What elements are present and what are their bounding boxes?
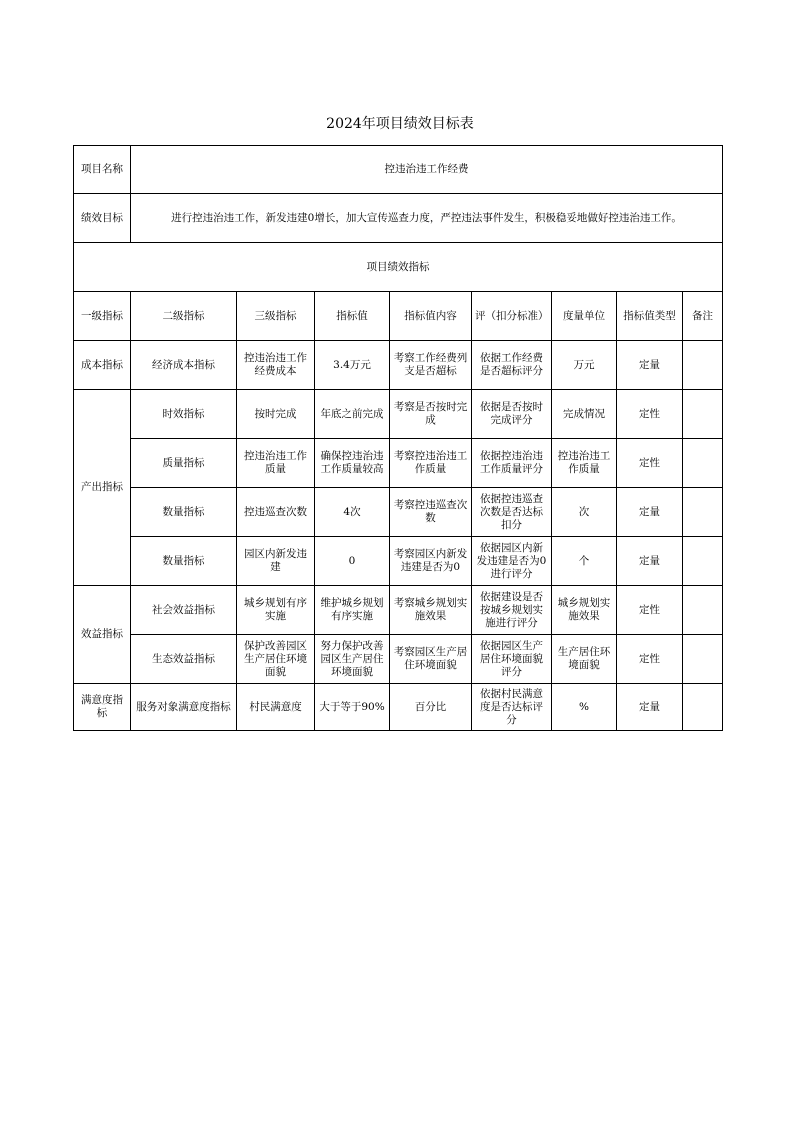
level2-cell: 数量指标	[131, 488, 237, 537]
note-cell	[683, 439, 723, 488]
section-title: 项目绩效指标	[74, 243, 723, 292]
value-cell: 维护城乡规划有序实施	[315, 586, 390, 635]
header-cell: 三级指标	[237, 292, 315, 341]
content-cell: 考察是否按时完成	[390, 390, 472, 439]
type-cell: 定量	[617, 684, 683, 731]
level2-cell: 数量指标	[131, 537, 237, 586]
performance-goal-value: 进行控违治违工作，新发违建0增长，加大宣传巡查力度，严控违法事件发生，积极稳妥地做好控违治违工作。	[131, 194, 723, 243]
value-cell: 0	[315, 537, 390, 586]
content-cell: 考察工作经费列支是否超标	[390, 341, 472, 390]
standard-cell: 依据建设是否按城乡规划实施进行评分	[472, 586, 552, 635]
content-cell: 考察园区内新发违建是否为0	[390, 537, 472, 586]
level3-cell: 控违治违工作经费成本	[237, 341, 315, 390]
type-cell: 定量	[617, 488, 683, 537]
unit-cell: %	[552, 684, 617, 731]
type-cell: 定性	[617, 390, 683, 439]
unit-cell: 城乡规划实施效果	[552, 586, 617, 635]
page-title: 2024年项目绩效目标表	[326, 116, 474, 132]
standard-cell: 依据工作经费是否超标评分	[472, 341, 552, 390]
header-cell: 评（扣分标准）	[472, 292, 552, 341]
standard-cell: 依据村民满意度是否达标评分	[472, 684, 552, 731]
level2-cell: 质量指标	[131, 439, 237, 488]
table-row	[74, 586, 723, 635]
header-cell: 指标值	[315, 292, 390, 341]
group-satisfaction: 满意度指标	[74, 684, 131, 731]
standard-cell: 依据控违治违工作质量评分	[472, 439, 552, 488]
performance-goal-row	[74, 194, 723, 243]
level3-cell: 按时完成	[237, 390, 315, 439]
group-output: 产出指标	[74, 390, 131, 586]
content-cell: 考察园区生产居住环境面貌	[390, 635, 472, 684]
table-row	[74, 684, 723, 731]
project-name-label: 项目名称	[74, 146, 131, 194]
content-cell: 考察城乡规划实施效果	[390, 586, 472, 635]
table-row	[74, 488, 723, 537]
level3-cell: 保护改善园区生产居住环境面貌	[237, 635, 315, 684]
standard-cell: 依据园区生产居住环境面貌评分	[472, 635, 552, 684]
unit-cell: 万元	[552, 341, 617, 390]
note-cell	[683, 390, 723, 439]
value-cell: 确保控违治违工作质量较高	[315, 439, 390, 488]
note-cell	[683, 586, 723, 635]
table-row	[74, 341, 723, 390]
note-cell	[683, 341, 723, 390]
content-cell: 百分比	[390, 684, 472, 731]
header-cell: 度量单位	[552, 292, 617, 341]
section-title-row	[74, 243, 723, 292]
note-cell	[683, 488, 723, 537]
level3-cell: 园区内新发违建	[237, 537, 315, 586]
value-cell: 大于等于90%	[315, 684, 390, 731]
level2-cell: 经济成本指标	[131, 341, 237, 390]
header-cell: 二级指标	[131, 292, 237, 341]
project-name-row	[74, 146, 723, 194]
table-row	[74, 537, 723, 586]
group-cost: 成本指标	[74, 341, 131, 390]
unit-cell: 个	[552, 537, 617, 586]
value-cell: 4次	[315, 488, 390, 537]
note-cell	[683, 684, 723, 731]
unit-cell: 完成情况	[552, 390, 617, 439]
note-cell	[683, 635, 723, 684]
unit-cell: 次	[552, 488, 617, 537]
level2-cell: 服务对象满意度指标	[131, 684, 237, 731]
level2-cell: 时效指标	[131, 390, 237, 439]
performance-table	[73, 145, 723, 731]
performance-goal-label: 绩效目标	[74, 194, 131, 243]
type-cell: 定性	[617, 586, 683, 635]
type-cell: 定量	[617, 341, 683, 390]
level3-cell: 城乡规划有序实施	[237, 586, 315, 635]
content-cell: 考察控违治违工作质量	[390, 439, 472, 488]
header-cell: 一级指标	[74, 292, 131, 341]
level3-cell: 村民满意度	[237, 684, 315, 731]
type-cell: 定性	[617, 439, 683, 488]
level2-cell: 生态效益指标	[131, 635, 237, 684]
value-cell: 年底之前完成	[315, 390, 390, 439]
type-cell: 定量	[617, 537, 683, 586]
standard-cell: 依据是否按时完成评分	[472, 390, 552, 439]
header-cell: 指标值内容	[390, 292, 472, 341]
project-name-value: 控违治违工作经费	[131, 146, 723, 194]
unit-cell: 生产居住环境面貌	[552, 635, 617, 684]
group-benefit: 效益指标	[74, 586, 131, 684]
standard-cell: 依据控违巡查次数是否达标扣分	[472, 488, 552, 537]
type-cell: 定性	[617, 635, 683, 684]
value-cell: 努力保护改善园区生产居住环境面貌	[315, 635, 390, 684]
standard-cell: 依据园区内新发违建是否为0进行评分	[472, 537, 552, 586]
value-cell: 3.4万元	[315, 341, 390, 390]
header-cell: 指标值类型	[617, 292, 683, 341]
header-cell: 备注	[683, 292, 723, 341]
table-row	[74, 439, 723, 488]
header-row	[74, 292, 723, 341]
level2-cell: 社会效益指标	[131, 586, 237, 635]
table-row	[74, 635, 723, 684]
level3-cell: 控违治违工作质量	[237, 439, 315, 488]
note-cell	[683, 537, 723, 586]
table-row	[74, 390, 723, 439]
level3-cell: 控违巡查次数	[237, 488, 315, 537]
content-cell: 考察控违巡查次数	[390, 488, 472, 537]
unit-cell: 控违治违工作质量	[552, 439, 617, 488]
